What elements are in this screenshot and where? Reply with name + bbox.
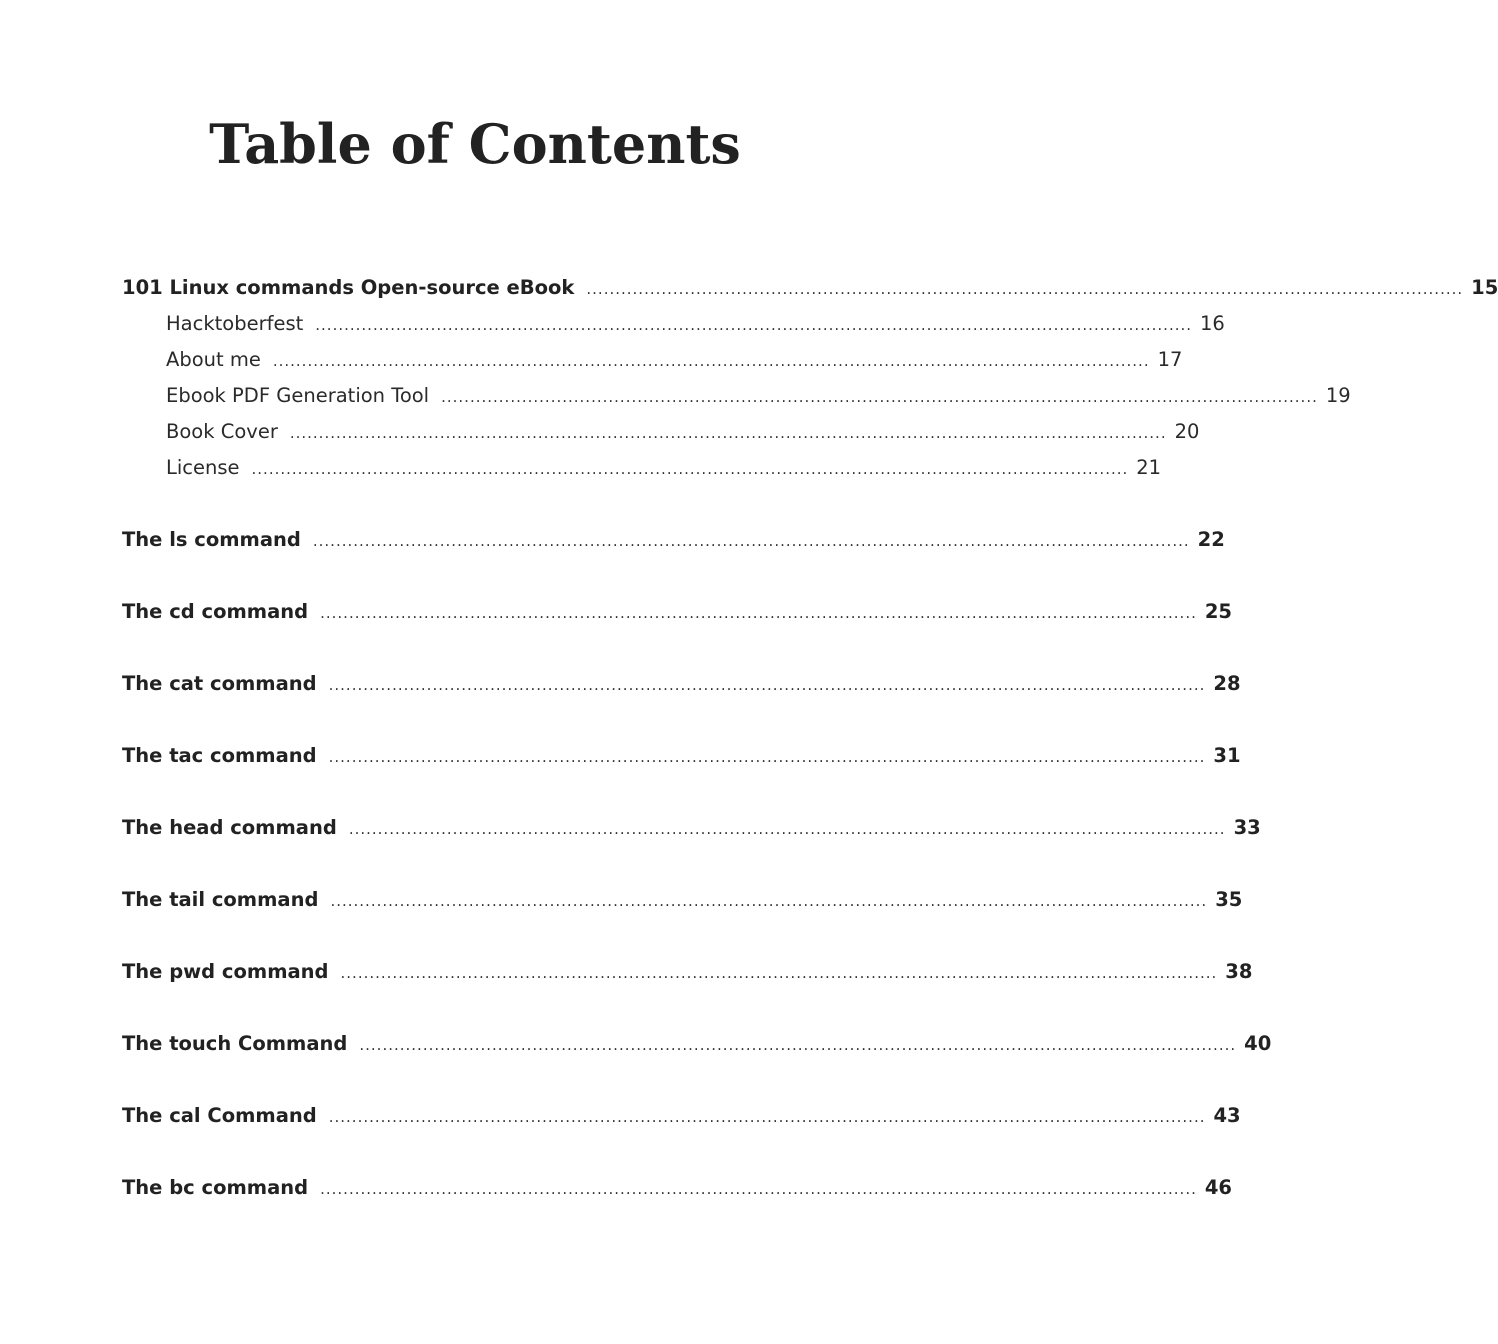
toc-entry-tail-command[interactable] <box>122 882 1243 918</box>
toc-entry-label: The pwd command <box>122 960 329 983</box>
toc-entry-label: The tac command <box>122 744 317 767</box>
toc-entry-page: 35 <box>1215 888 1243 911</box>
toc-entry-book-cover[interactable] <box>122 414 1200 450</box>
toc-entry-label: Ebook PDF Generation Tool <box>166 384 430 407</box>
toc-entry-page: 43 <box>1213 1104 1241 1127</box>
toc-entry-label: The cal Command <box>122 1104 317 1127</box>
toc-entry-cal-command[interactable] <box>122 1098 1241 1134</box>
toc-entry-page: 19 <box>1325 384 1351 407</box>
toc-entry-touch-command[interactable] <box>122 1026 1272 1062</box>
toc-entry-ls-command[interactable] <box>122 522 1225 558</box>
toc-entry-page: 17 <box>1157 348 1183 371</box>
toc-entry-linux-commands-ebook[interactable] <box>122 270 1498 306</box>
dot-leader: ........................................................................................................................................................ <box>328 1108 1206 1126</box>
toc-entry-label: License <box>166 456 240 479</box>
toc-entry-pwd-command[interactable] <box>122 954 1253 990</box>
toc-entry-cd-command[interactable] <box>122 594 1232 630</box>
toc-entry-ebook-pdf-tool[interactable] <box>122 378 1351 414</box>
toc-entry-page: 38 <box>1225 960 1253 983</box>
dot-leader: ........................................................................................................................................................ <box>340 964 1218 982</box>
toc-entry-tac-command[interactable] <box>122 738 1241 774</box>
dot-leader: ........................................................................................................................................................ <box>348 820 1226 838</box>
dot-leader: ........................................................................................................................................................ <box>272 352 1150 370</box>
dot-leader: ........................................................................................................................................................ <box>315 316 1193 334</box>
toc-entry-label: The head command <box>122 816 337 839</box>
toc-entry-label: About me <box>166 348 261 371</box>
dot-leader: ........................................................................................................................................................ <box>328 676 1206 694</box>
toc-entry-about-me[interactable] <box>122 342 1183 378</box>
page-title: Table of Contents <box>209 112 741 176</box>
toc-entry-page: 33 <box>1233 816 1261 839</box>
dot-leader: ........................................................................................................................................................ <box>320 604 1197 622</box>
toc-entry-label: The tail command <box>122 888 319 911</box>
toc-entry-page: 21 <box>1136 456 1162 479</box>
toc-entry-label: 101 Linux commands Open-source eBook <box>122 276 575 299</box>
dot-leader: ........................................................................................................................................................ <box>312 532 1190 550</box>
toc-entry-page: 46 <box>1204 1176 1232 1199</box>
toc-list <box>122 270 1498 1206</box>
toc-entry-label: Book Cover <box>166 420 278 443</box>
toc-entry-cat-command[interactable] <box>122 666 1241 702</box>
toc-entry-label: The bc command <box>122 1176 309 1199</box>
toc-entry-page: 25 <box>1204 600 1232 623</box>
toc-entry-label: The ls command <box>122 528 301 551</box>
toc-entry-license[interactable] <box>122 450 1162 486</box>
dot-leader: ........................................................................................................................................................ <box>441 388 1318 406</box>
toc-entry-head-command[interactable] <box>122 810 1261 846</box>
toc-entry-page: 40 <box>1244 1032 1272 1055</box>
toc-entry-bc-command[interactable] <box>122 1170 1232 1206</box>
toc-entry-page: 16 <box>1200 312 1225 335</box>
toc-entry-page: 20 <box>1174 420 1200 443</box>
dot-leader: ........................................................................................................................................................ <box>586 280 1464 298</box>
toc-entry-hacktoberfest[interactable] <box>122 306 1225 342</box>
toc-entry-page: 22 <box>1197 528 1225 551</box>
toc-entry-label: The cd command <box>122 600 309 623</box>
dot-leader: ........................................................................................................................................................ <box>320 1180 1197 1198</box>
toc-entry-label: Hacktoberfest <box>166 312 304 335</box>
toc-entry-label: The touch Command <box>122 1032 348 1055</box>
dot-leader: ........................................................................................................................................................ <box>289 424 1167 442</box>
dot-leader: ........................................................................................................................................................ <box>328 748 1206 766</box>
dot-leader: ........................................................................................................................................................ <box>359 1036 1237 1054</box>
toc-entry-page: 15 <box>1471 276 1498 299</box>
toc-entry-page: 28 <box>1213 672 1241 695</box>
dot-leader: ........................................................................................................................................................ <box>251 460 1129 478</box>
toc-entry-label: The cat command <box>122 672 317 695</box>
dot-leader: ........................................................................................................................................................ <box>330 892 1208 910</box>
toc-entry-page: 31 <box>1213 744 1241 767</box>
